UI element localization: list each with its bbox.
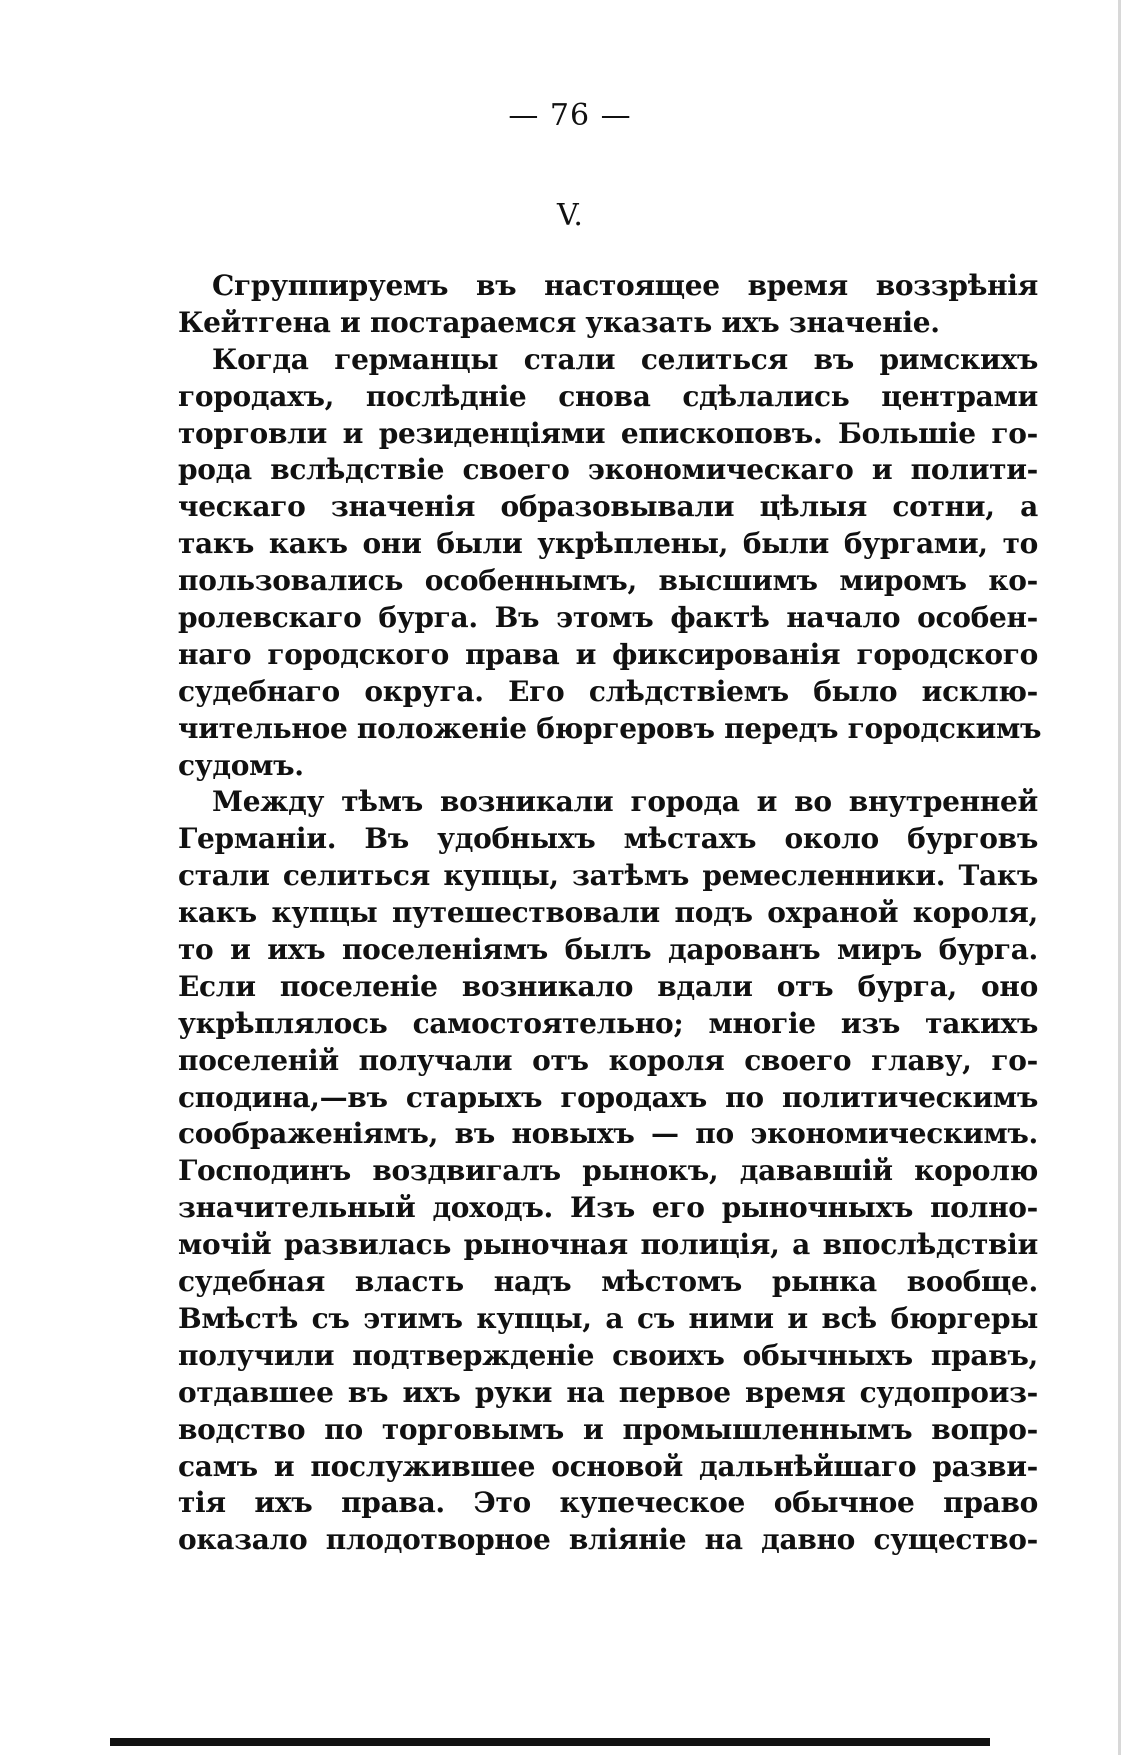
text-line: какъ купцы путешествовали подъ охраной короля, xyxy=(178,896,1038,930)
text-line: укрѣплялось самостоятельно; многіе изъ такихъ xyxy=(178,1006,1038,1040)
text-line: Между тѣмъ возникали города и во внутренней xyxy=(212,785,1038,819)
text-line: Кейтгена и постараемся указать ихъ значеніе. xyxy=(178,305,940,339)
body-text xyxy=(178,268,1042,1559)
text-line: самъ и послужившее основой дальнѣйшаго разви- xyxy=(178,1449,1038,1483)
text-line: Сгруппируемъ въ настоящее время воззрѣнія xyxy=(212,269,1038,302)
text-line: пользовались особеннымъ, высшимъ миромъ ко- xyxy=(178,564,1038,598)
text-line: водство по торговымъ и промышленнымъ вопро- xyxy=(178,1412,1038,1446)
text-line: тія ихъ права. Это купеческое обычное право xyxy=(178,1486,1038,1520)
text-line: такъ какъ они были укрѣплены, были бургами, то xyxy=(178,527,1038,561)
text-line: Вмѣстѣ съ этимъ купцы, а съ ними и всѣ бюргеры xyxy=(178,1301,1038,1335)
text-line: ческаго значенія образовывали цѣлыя сотни, а xyxy=(178,490,1038,524)
text-line: соображеніямъ, въ новыхъ — по экономическимъ. xyxy=(178,1117,1038,1151)
right-scan-edge xyxy=(1118,0,1121,1755)
text-line: значительный доходъ. Изъ его рыночныхъ полно- xyxy=(178,1191,1038,1225)
text-line: мочій развилась рыночная полиція, а впослѣдствіи xyxy=(178,1228,1038,1262)
bottom-scan-edge xyxy=(110,1738,990,1746)
text-line: оказало плодотворное вліяніе на давно существо- xyxy=(178,1523,1038,1557)
text-line: судомъ. xyxy=(178,748,304,782)
text-line: получили подтвержденіе своихъ обычныхъ правъ, xyxy=(178,1338,1038,1372)
text-line: Господинъ воздвигалъ рынокъ, дававшій королю xyxy=(178,1154,1038,1188)
text-line: Когда германцы стали селиться въ римскихъ xyxy=(212,342,1038,376)
text-line: ролевскаго бурга. Въ этомъ фактѣ начало особен- xyxy=(178,601,1038,635)
text-line: торговли и резиденціями епископовъ. Большіе го- xyxy=(178,416,1038,450)
text-line: чительное положеніе бюргеровъ передъ городскимъ xyxy=(178,711,1042,745)
text-line: рода вслѣдствіе своего экономическаго и полити- xyxy=(178,453,1038,487)
text-line: отдавшее въ ихъ руки на первое время судопроиз- xyxy=(178,1375,1038,1409)
text-line: стали селиться купцы, затѣмъ ремесленники. Такъ xyxy=(178,859,1038,893)
text-line: судебнаго округа. Его слѣдствіемъ было исклю- xyxy=(178,674,1038,708)
text-line: Германіи. Въ удобныхъ мѣстахъ около бурговъ xyxy=(178,822,1038,856)
text-line: городахъ, послѣдніе снова сдѣлались центрами xyxy=(178,379,1038,413)
text-line: то и ихъ поселеніямъ былъ дарованъ миръ бурга. xyxy=(178,933,1038,967)
text-line: сподина,—въ старыхъ городахъ по политическимъ xyxy=(178,1080,1038,1114)
text-line: наго городского права и фиксированія городского xyxy=(178,637,1038,671)
text-line: Если поселеніе возникало вдали отъ бурга, оно xyxy=(178,969,1038,1003)
page-number: — 76 — xyxy=(508,98,632,133)
text-line: поселеній получали отъ короля своего главу, го- xyxy=(178,1043,1038,1077)
section-heading: V. xyxy=(557,198,583,233)
text-line: судебная власть надъ мѣстомъ рынка вообще. xyxy=(178,1265,1038,1299)
